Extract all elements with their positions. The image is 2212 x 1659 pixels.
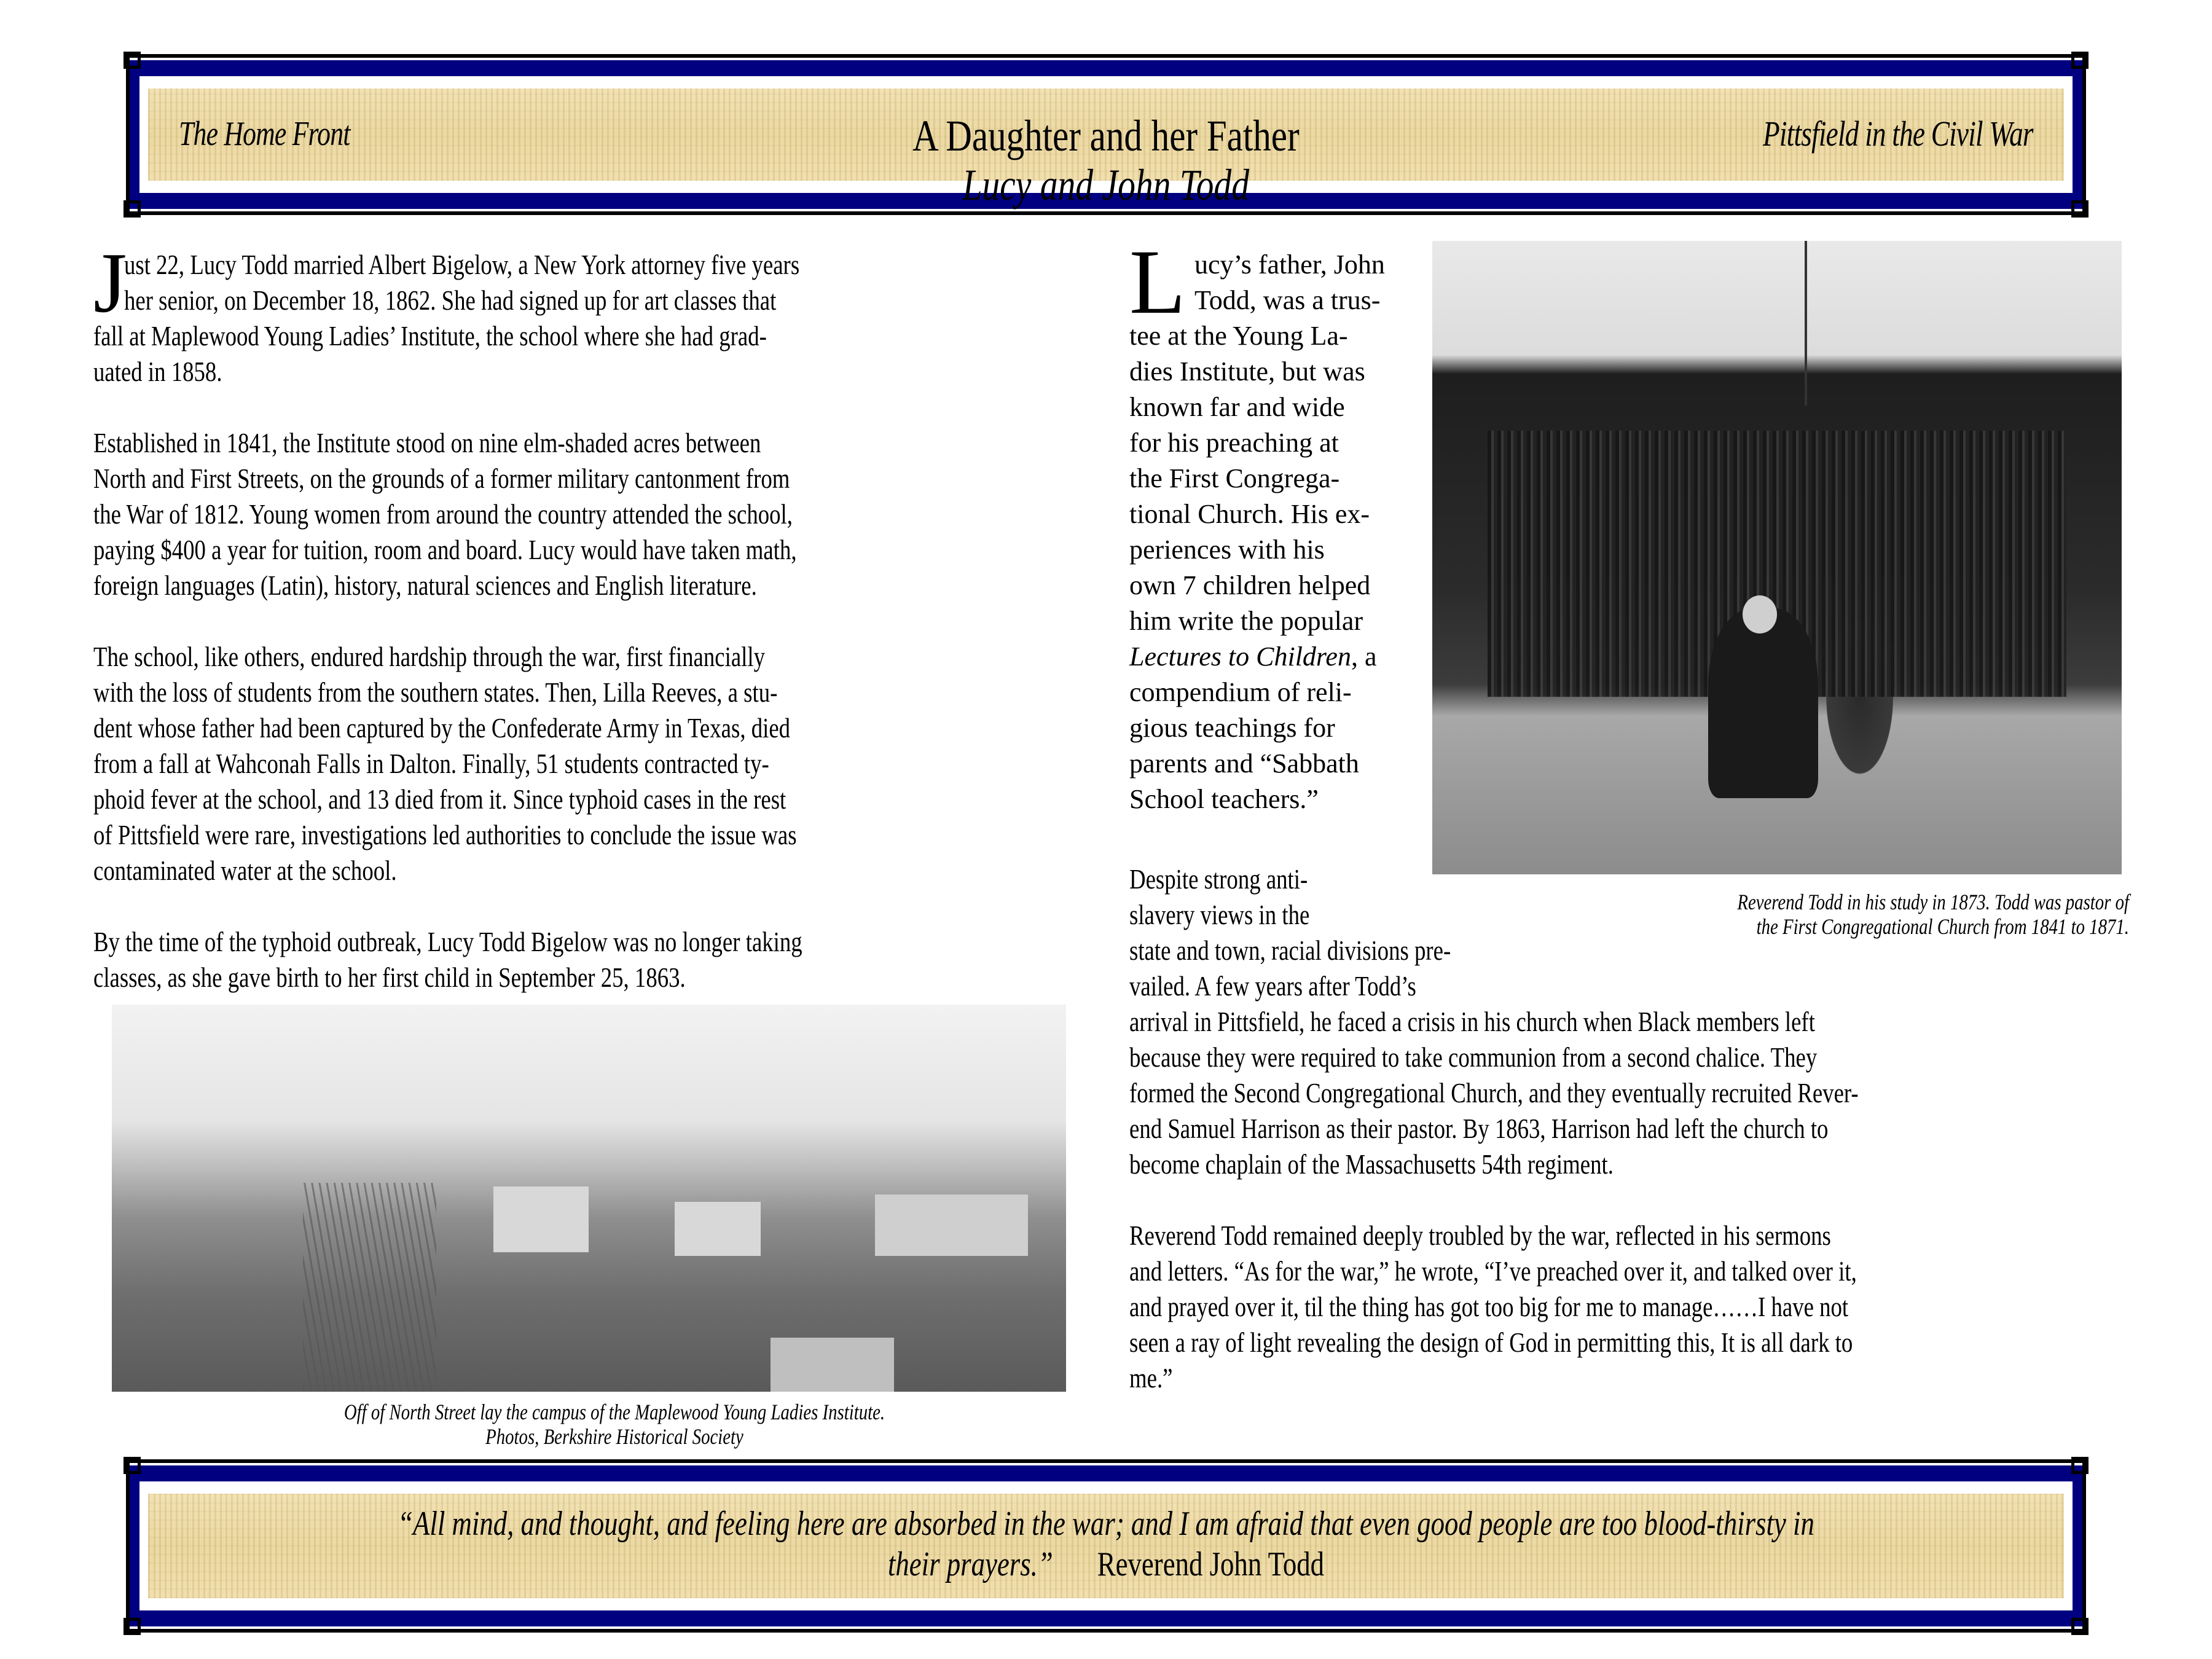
- right-article-column: [1129, 231, 1424, 817]
- text-line: end Samuel Harrison as their pastor. By 1863, Harrison had left the church to: [1129, 1113, 1829, 1144]
- text-line: Established in 1841, the Institute stood on nine elm-shaded acres between: [93, 427, 761, 458]
- photo-building: [771, 1338, 895, 1392]
- text-line: with the loss of students from the southern states. Then, Lilla Reeves, a stu-: [93, 677, 778, 708]
- paragraph-institute: [93, 425, 1077, 603]
- photo-building: [675, 1202, 761, 1256]
- frame-navy-band-bottom: [130, 1610, 2082, 1626]
- text-line: him write the popular: [1129, 606, 1363, 636]
- quote-text: “All mind, and thought, and feeling here are absorbed in the war; and I am afraid that even good people are too blood-thirsty in: [398, 1505, 1814, 1543]
- text-line: the War of 1812. Young women from around the country attended the school,: [93, 498, 793, 530]
- text-line: dent whose father had been captured by the Confederate Army in Texas, died: [93, 712, 791, 743]
- text-line: vailed. A few years after Todd’s: [1129, 970, 1416, 1002]
- campus-photo: [112, 1005, 1066, 1392]
- text-line: North and First Streets, on the grounds of a former military cantonment from: [93, 463, 790, 494]
- paragraph-john-todd: [1129, 231, 1424, 817]
- frame-navy-band-top: [130, 60, 2082, 76]
- text-line: because they were required to take communion from a second chalice. They: [1129, 1041, 1818, 1073]
- text-line: from a fall at Wahconah Falls in Dalton. Finally, 51 students contracted ty-: [93, 748, 769, 779]
- text-line: phoid fever at the school, and 13 died from it. Since typhoid cases in the rest: [93, 783, 786, 815]
- text-line: of Pittsfield were rare, investigations led authorities to conclude the issue was: [93, 819, 797, 850]
- left-article-column: [93, 235, 1077, 1031]
- photo-seated-figure: [1708, 608, 1819, 798]
- caption-line: Reverend Todd in his study in 1873. Todd was pastor of: [1737, 890, 2129, 914]
- text-line: classes, as she gave birth to her first child in September 25, 1863.: [93, 962, 686, 993]
- text-line: formed the Second Congregational Church, and they eventually recruited Rever-: [1129, 1077, 1859, 1108]
- page-subtitle: [148, 161, 2064, 209]
- photo-chandelier: [1805, 241, 1807, 406]
- paragraph-typhoid-outbreak: [93, 924, 1077, 995]
- text-line: me.”: [1129, 1362, 1173, 1394]
- paragraph-marriage: [93, 235, 1077, 390]
- frame-navy-band-right: [2073, 1465, 2082, 1626]
- frame-corner-ornament: [124, 200, 141, 218]
- text-line: tional Church. His ex-: [1129, 499, 1370, 529]
- text-line: Reverend Todd remained deeply troubled by the war, reflected in his sermons: [1129, 1220, 1831, 1251]
- quote-line: [342, 1504, 1870, 1544]
- header-banner: [126, 54, 2086, 215]
- caption-line: the First Congregational Church from 1841 to 1871.: [1756, 914, 2129, 939]
- section-label: The Home Front: [179, 115, 350, 153]
- photo-credit: Photos, Berkshire Historical Society: [485, 1424, 743, 1449]
- text-line: contaminated water at the school.: [93, 855, 397, 886]
- text-line: periences with his: [1129, 535, 1325, 565]
- text-line: Todd, was a trus-: [1194, 285, 1381, 315]
- drop-cap: J: [93, 235, 127, 331]
- series-label: Pittsfield in the Civil War: [1763, 114, 2033, 154]
- frame-corner-ornament: [124, 1457, 141, 1474]
- text-line: uated in 1858.: [93, 356, 222, 387]
- text-line: arrival in Pittsfield, he faced a crisis in his church when Black members left: [1129, 1006, 1815, 1037]
- quote-attribution: Reverend John Todd: [1097, 1545, 1325, 1583]
- text-line: By the time of the typhoid outbreak, Lucy Todd Bigelow was no longer taking: [93, 926, 802, 957]
- parchment-panel: [148, 88, 2064, 210]
- footer-quote-banner: [126, 1459, 2086, 1633]
- paragraph-hardship: [93, 639, 1077, 888]
- text-line: School teachers.”: [1129, 784, 1319, 814]
- paragraph-racial-divisions: [1129, 861, 2174, 1182]
- text-line: become chaplain of the Massachusetts 54th regiment.: [1129, 1148, 1614, 1180]
- text-line: the First Congrega-: [1129, 463, 1340, 493]
- text-line: state and town, racial divisions pre-: [1129, 935, 1451, 966]
- right-article-lower: [1129, 861, 2174, 1432]
- text-line: fall at Maplewood Young Ladies’ Institute, the school where she had grad-: [93, 320, 767, 351]
- frame-navy-band-right: [2073, 60, 2082, 209]
- page-title-text: A Daughter and her Father: [912, 111, 1300, 160]
- photo-building: [493, 1186, 589, 1252]
- text-line: parents and “Sabbath: [1129, 748, 1359, 779]
- frame-navy-band-top: [130, 1465, 2082, 1481]
- text-line: The school, like others, endured hardship through the war, first financially: [93, 641, 766, 672]
- frame-corner-ornament: [2071, 1618, 2088, 1635]
- page-subtitle-text: Lucy and John Todd: [962, 160, 1250, 210]
- frame-corner-ornament: [124, 52, 141, 69]
- quote-line: [342, 1544, 1870, 1585]
- frame-corner-ornament: [2071, 1457, 2088, 1474]
- text-line: known far and wide: [1129, 392, 1345, 422]
- caption-line: Off of North Street lay the campus of the Maplewood Young Ladies Institute.: [343, 1400, 885, 1424]
- text-line: and letters. “As for the war,” he wrote, “I’ve preached over it, and talked over it,: [1129, 1255, 1857, 1287]
- campus-photo-caption: [184, 1400, 1045, 1449]
- paragraph-war-letters: [1129, 1218, 2174, 1396]
- text-line: tee at the Young La-: [1129, 321, 1348, 351]
- frame-corner-ornament: [2071, 200, 2088, 218]
- quote-text: their prayers.”: [887, 1545, 1053, 1583]
- text-line: her senior, on December 18, 1862. She had signed up for art classes that: [124, 284, 777, 316]
- text-line: paying $400 a year for tuition, room and board. Lucy would have taken math,: [93, 534, 797, 565]
- frame-corner-ornament: [2071, 52, 2088, 69]
- photo-building: [875, 1194, 1027, 1257]
- photo-figure-head: [1743, 595, 1777, 633]
- text-line: seen a ray of light revealing the design of God in permitting this, It is all dark to: [1129, 1327, 1853, 1358]
- frame-corner-ornament: [124, 1618, 141, 1635]
- text-line: slavery views in the: [1129, 899, 1310, 930]
- frame-navy-band-left: [130, 60, 139, 209]
- text-line: foreign languages (Latin), history, natural sciences and English literature.: [93, 570, 757, 601]
- text-line: dies Institute, but was: [1129, 356, 1365, 386]
- book-title: Lectures to Children: [1129, 641, 1351, 672]
- text-line: [1129, 639, 1424, 675]
- text-line: ucy’s father, John: [1194, 249, 1385, 280]
- text-line: for his preaching at: [1129, 428, 1339, 458]
- text-line: own 7 children helped: [1129, 570, 1371, 600]
- pull-quote: [151, 1504, 2061, 1585]
- text-line: Despite strong anti-: [1129, 863, 1308, 895]
- frame-navy-band-left: [130, 1465, 139, 1626]
- text-line: compendium of reli-: [1129, 677, 1352, 707]
- text-line: and prayed over it, til the thing has got too big for me to manage……I have not: [1129, 1291, 1849, 1322]
- photo-trees: [303, 1183, 436, 1392]
- text-line: ust 22, Lucy Todd married Albert Bigelow, a New York attorney five years: [124, 249, 800, 280]
- text-line: gious teachings for: [1129, 713, 1335, 743]
- study-photo: [1432, 241, 2122, 874]
- drop-cap: L: [1129, 231, 1186, 333]
- text-fragment: , a: [1351, 641, 1377, 672]
